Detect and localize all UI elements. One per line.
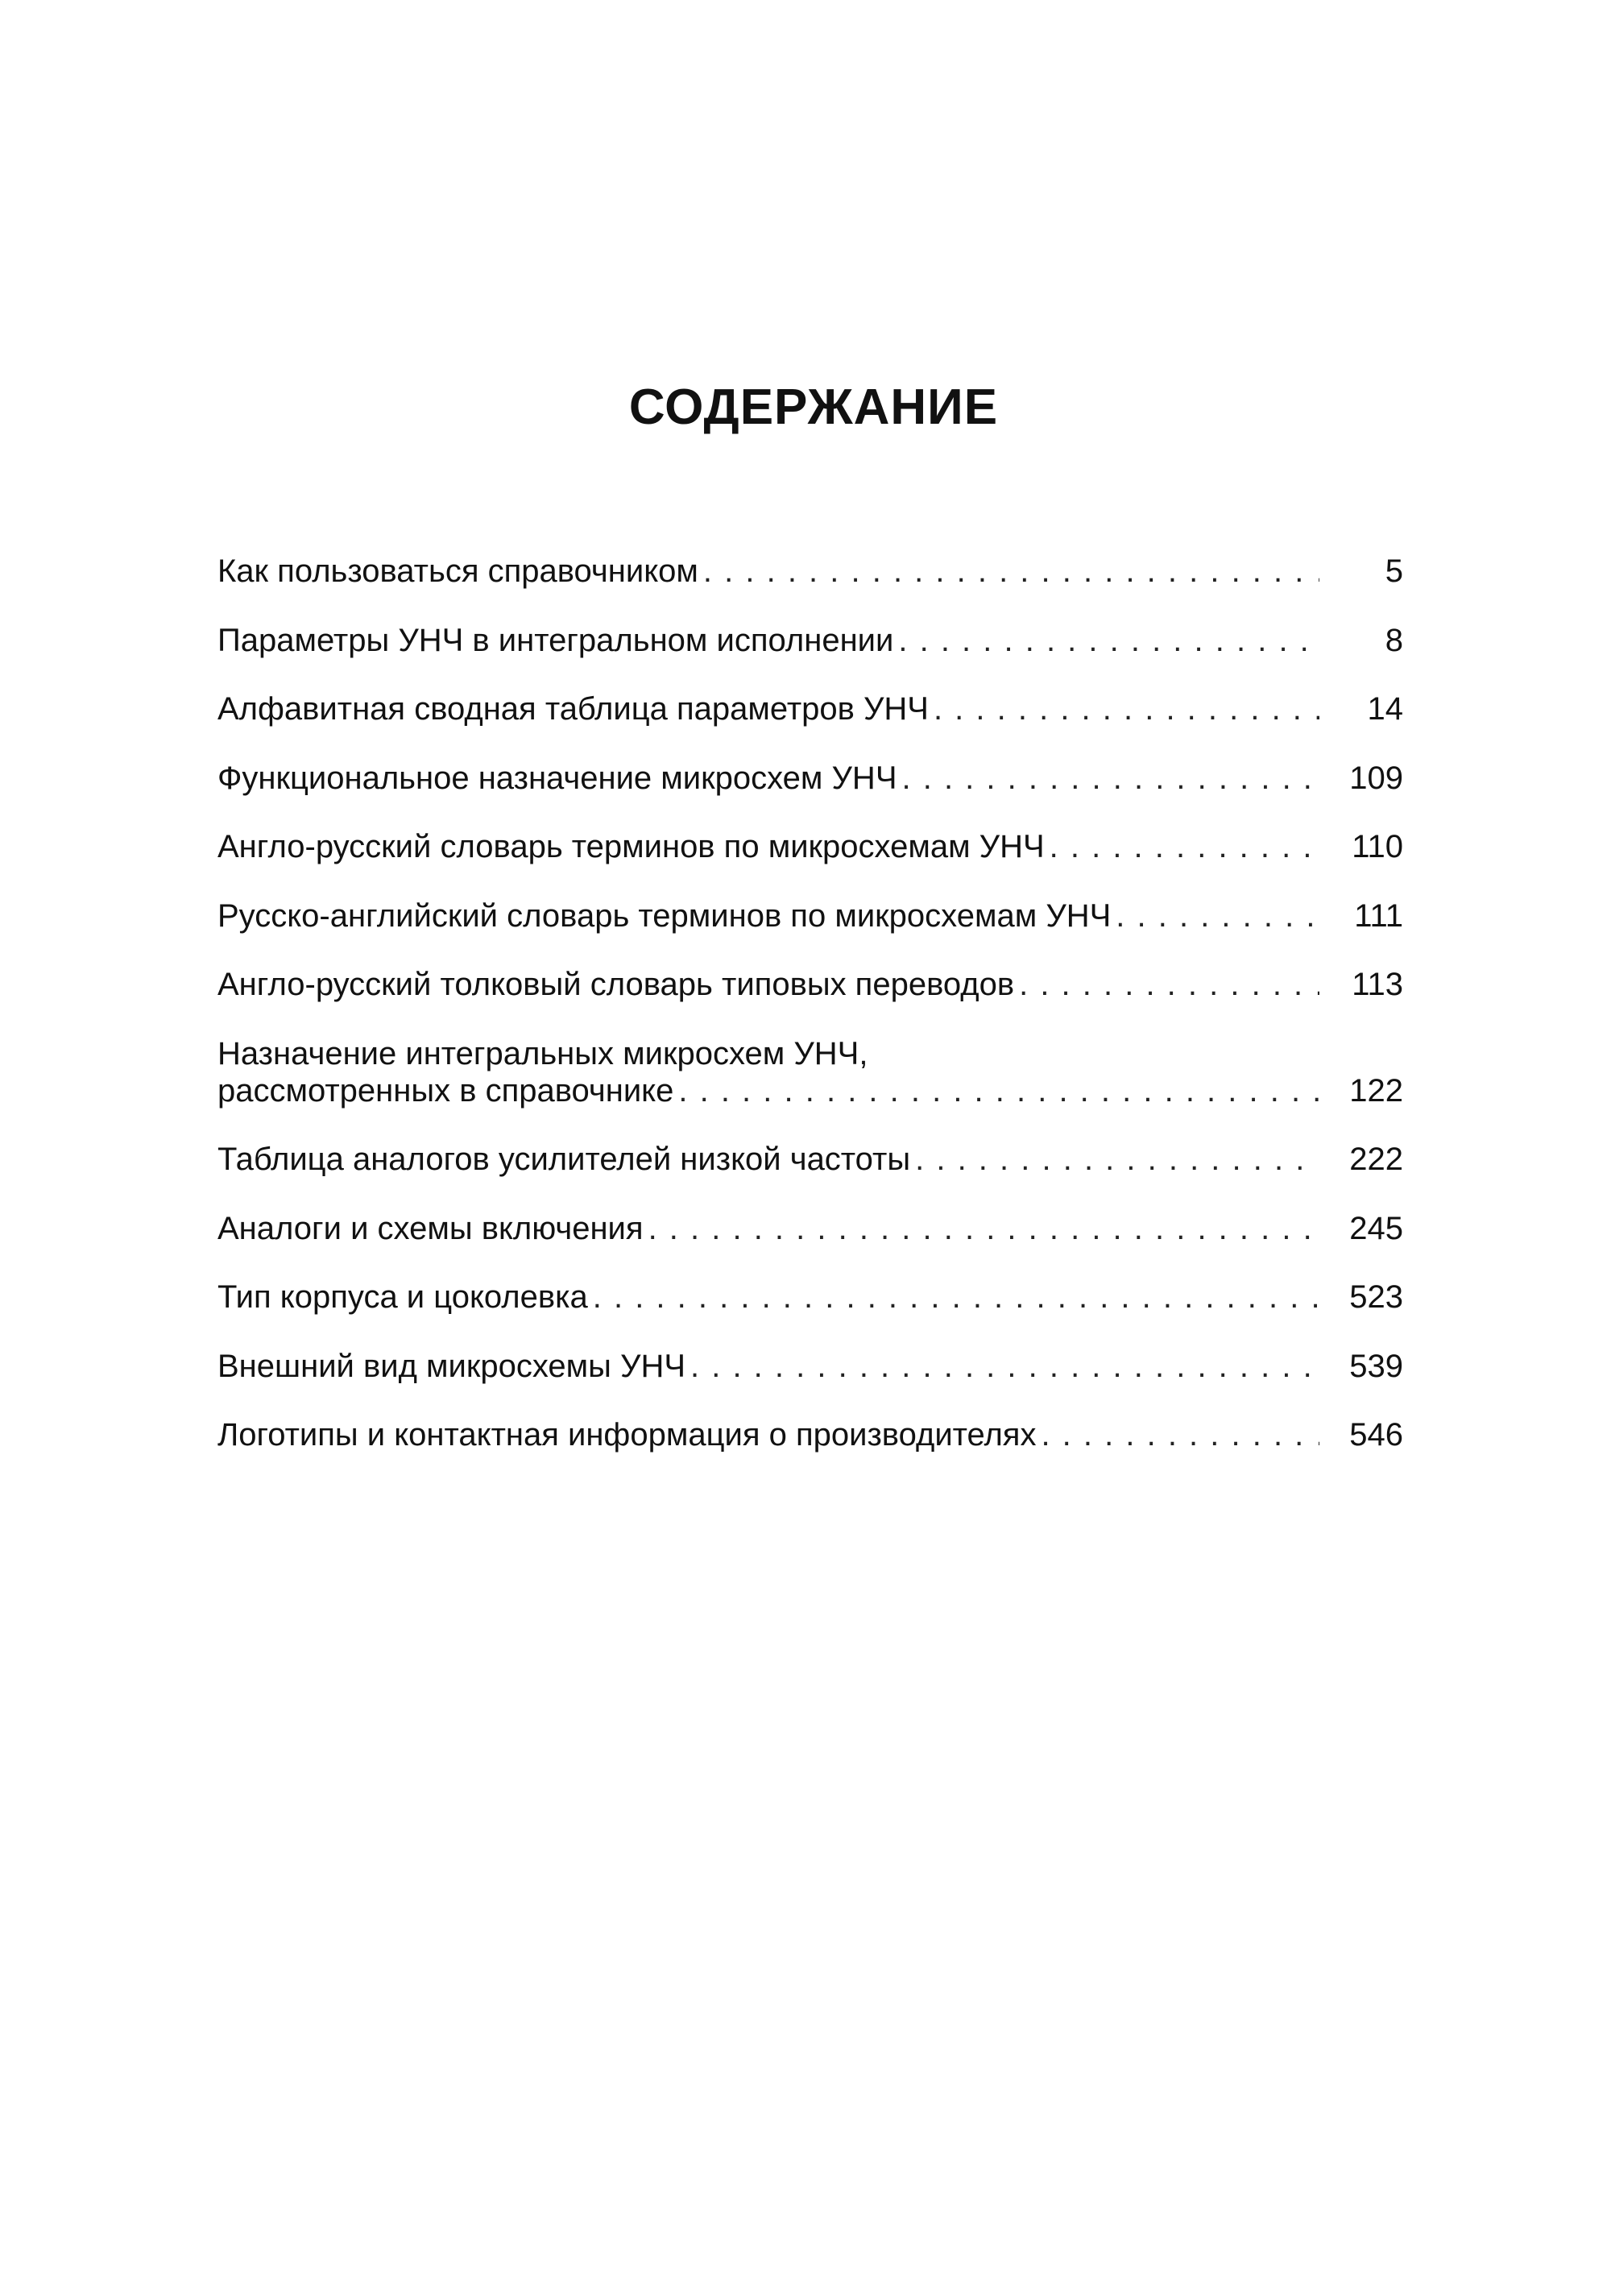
toc-entry-title: Параметры УНЧ в интегральном исполнении	[217, 622, 894, 658]
toc-leader-dots	[910, 1141, 1319, 1178]
toc-entry-page: 109	[1349, 760, 1403, 796]
toc-entry[interactable]	[217, 622, 1403, 659]
toc-entry[interactable]	[217, 1348, 1403, 1385]
toc-entry[interactable]	[217, 553, 1403, 590]
toc-entry-page: 539	[1349, 1348, 1403, 1384]
toc-entry[interactable]	[217, 1035, 1403, 1109]
toc-entry-title: Тип корпуса и цоколевка	[217, 1279, 588, 1315]
toc-leader-dots	[1036, 1416, 1319, 1453]
toc-entry[interactable]	[217, 1210, 1403, 1247]
toc-entry-page: 14	[1367, 691, 1403, 727]
toc-leader-dots	[1045, 828, 1319, 865]
toc-entry[interactable]	[217, 1279, 1403, 1316]
toc-entry-title: Англо-русский толковый словарь типовых переводов	[217, 967, 1015, 1002]
toc-entry-page: 122	[1349, 1072, 1403, 1109]
toc-entry[interactable]	[217, 760, 1403, 797]
toc-entry-page: 245	[1349, 1210, 1403, 1246]
toc-leader-dots	[685, 1348, 1319, 1385]
toc-entry-title-line1: Назначение интегральных микросхем УНЧ,	[217, 1035, 868, 1071]
toc-leader-dots	[893, 622, 1319, 659]
toc-leader-dots	[698, 553, 1319, 590]
toc-entry-title: Русско-английский словарь терминов по микросхемам УНЧ	[217, 897, 1112, 934]
toc-entry-title: Внешний вид микросхемы УНЧ	[217, 1348, 685, 1384]
toc-leader-dots	[897, 760, 1319, 797]
toc-entry-page: 113	[1352, 967, 1403, 1002]
toc-leader-dots	[1111, 897, 1319, 935]
toc-entry-title: Логотипы и контактная информация о производителях	[217, 1417, 1037, 1453]
page-title: СОДЕРЖАНИЕ	[628, 379, 999, 435]
toc-leader-dots	[644, 1210, 1319, 1247]
toc-entry-page: 222	[1349, 1142, 1403, 1177]
toc-leader-dots	[588, 1279, 1319, 1316]
toc-entry-page: 8	[1385, 622, 1403, 658]
toc-entry-page: 546	[1349, 1417, 1403, 1453]
toc-entry-page: 5	[1385, 553, 1403, 589]
toc-entry-first-line	[217, 1035, 1403, 1072]
table-of-contents	[217, 553, 1403, 1486]
toc-entry[interactable]	[217, 828, 1403, 865]
toc-entry[interactable]	[217, 690, 1403, 727]
toc-entry-page: 110	[1352, 829, 1403, 864]
toc-leader-dots	[1014, 966, 1319, 1003]
toc-leader-dots	[929, 690, 1319, 727]
toc-entry[interactable]	[217, 897, 1403, 935]
toc-entry[interactable]	[217, 1141, 1403, 1178]
toc-entry-page: 523	[1349, 1279, 1403, 1315]
toc-entry-title: Англо-русский словарь терминов по микросхемам УНЧ	[217, 829, 1045, 864]
toc-entry-title: Аналоги и схемы включения	[217, 1210, 644, 1246]
toc-leader-dots	[673, 1072, 1319, 1109]
toc-entry-title: Таблица аналогов усилителей низкой частоты	[217, 1142, 911, 1177]
toc-entry-second-line	[217, 1072, 1403, 1109]
toc-entry-title: Как пользоваться справочником	[217, 553, 698, 589]
toc-entry-title: Алфавитная сводная таблица параметров УНЧ	[217, 691, 929, 727]
toc-entry[interactable]	[217, 1416, 1403, 1453]
toc-entry-title-line2: рассмотренных в справочнике	[217, 1072, 674, 1109]
toc-entry[interactable]	[217, 966, 1403, 1003]
toc-entry-page: 111	[1354, 897, 1403, 934]
toc-entry-title: Функциональное назначение микросхем УНЧ	[217, 760, 897, 796]
